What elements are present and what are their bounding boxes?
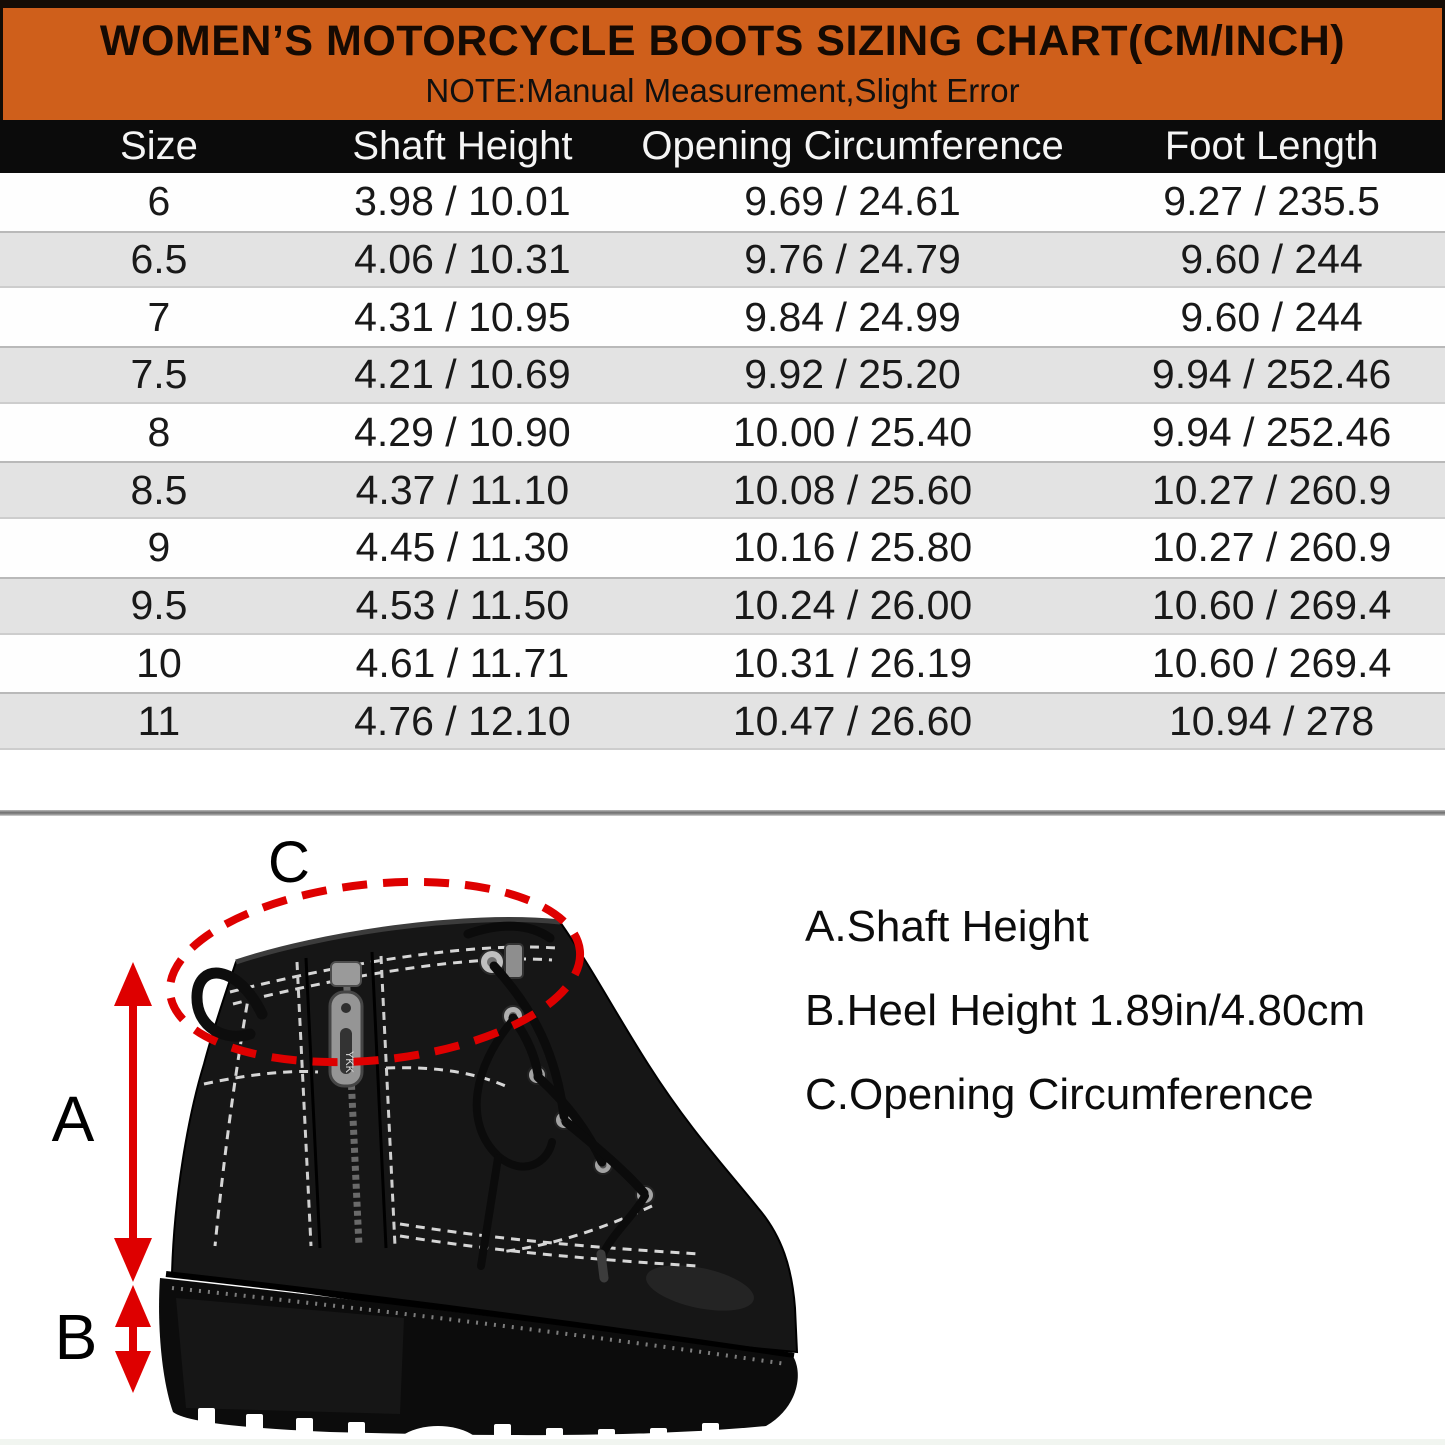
- table-cell: 9.69 / 24.61: [744, 178, 961, 225]
- table-row: [0, 519, 1445, 577]
- header-cell: Foot Length: [1164, 124, 1379, 168]
- table-cell: 4.37 / 11.10: [355, 466, 570, 513]
- table-cell: 8: [147, 409, 171, 456]
- heel-block: [176, 1298, 404, 1414]
- table-row: [0, 461, 1445, 519]
- table-cell: 9.94 / 252.46: [1151, 409, 1392, 456]
- table-cell: 4.21 / 10.69: [354, 351, 571, 398]
- table-cell: 9.92 / 25.20: [744, 351, 961, 398]
- label-a: A: [51, 1082, 95, 1155]
- table-cell: 6: [147, 178, 171, 225]
- top-border-strip: [0, 0, 1445, 8]
- lace-aglet: [601, 1254, 604, 1278]
- legend-opening-circumference: C.Opening Circumference: [805, 1069, 1314, 1119]
- table-cell: 4.61 / 11.71: [355, 639, 570, 686]
- table-cell: 9.84 / 24.99: [744, 293, 961, 340]
- table-cell: 4.31 / 10.95: [354, 293, 571, 340]
- table-cell: 11: [137, 697, 181, 744]
- table-cell: 10.27 / 260.9: [1151, 524, 1392, 571]
- table-cell: 10.60 / 269.4: [1151, 582, 1392, 629]
- table-bottom-gap: [0, 750, 1445, 810]
- table-cell: 10.94 / 278: [1168, 697, 1375, 744]
- table-cell: 4.53 / 11.50: [355, 582, 570, 629]
- header-cell: Opening Circumference: [641, 124, 1064, 168]
- table-cell: 4.06 / 10.31: [354, 236, 571, 283]
- note-text: NOTE:Manual Measurement,Slight Error: [425, 72, 1020, 110]
- table-cell: 10.27 / 260.9: [1151, 466, 1392, 513]
- table-cell: 7: [147, 293, 171, 340]
- measurement-legend: [805, 902, 1365, 1120]
- table-cell: 4.29 / 10.90: [354, 409, 571, 456]
- table-cell: 10.16 / 25.80: [732, 524, 973, 571]
- table-row: [0, 231, 1445, 289]
- table-cell: 8.5: [130, 466, 188, 513]
- table-cell: 4.76 / 12.10: [354, 697, 571, 744]
- table-cell: 9.60 / 244: [1180, 236, 1363, 283]
- shaft-height-arrow: [114, 962, 152, 1282]
- label-b: B: [54, 1300, 98, 1373]
- measurement-diagram: [0, 816, 1445, 1439]
- header-cell: Shaft Height: [352, 124, 573, 168]
- table-cell: 9.5: [130, 582, 188, 629]
- table-cell: 7.5: [130, 351, 188, 398]
- legend-shaft-height: A.Shaft Height: [805, 901, 1089, 951]
- table-cell: 10.08 / 25.60: [732, 466, 973, 513]
- table-cell: 9: [147, 524, 171, 571]
- table-cell: 10.24 / 26.00: [732, 582, 973, 629]
- boot-illustration: [0, 816, 820, 1439]
- table-cell: 10.60 / 269.4: [1151, 639, 1392, 686]
- table-cell: 9.60 / 244: [1180, 293, 1363, 340]
- zipper-brand-text: YKK: [343, 1050, 355, 1073]
- table-row: [0, 577, 1445, 635]
- bottom-strip: [0, 1439, 1445, 1445]
- header-cell: Size: [120, 124, 198, 168]
- table-cell: 10.00 / 25.40: [732, 409, 973, 456]
- zipper-slider: [331, 962, 361, 986]
- table-cell: 4.45 / 11.30: [355, 524, 570, 571]
- table-header-row: [0, 120, 1445, 173]
- table-row: [0, 173, 1445, 231]
- table-row: [0, 346, 1445, 404]
- heel-height-arrow: [115, 1285, 151, 1393]
- page-title: WOMEN’S MOTORCYCLE BOOTS SIZING CHART(CM/INCH): [99, 16, 1346, 65]
- table-row: [0, 404, 1445, 462]
- table-cell: 9.76 / 24.79: [744, 236, 961, 283]
- table-row: [0, 692, 1445, 750]
- table-cell: 10.47 / 26.60: [732, 697, 973, 744]
- table-cell: 9.94 / 252.46: [1151, 351, 1392, 398]
- table-cell: 9.27 / 235.5: [1163, 178, 1380, 225]
- table-row: [0, 635, 1445, 693]
- table-cell: 6.5: [130, 236, 188, 283]
- size-table: [0, 120, 1445, 750]
- table-body: [0, 173, 1445, 750]
- table-cell: 10.31 / 26.19: [732, 639, 973, 686]
- legend-heel-height: B.Heel Height 1.89in/4.80cm: [805, 985, 1366, 1035]
- table-cell: 10: [136, 639, 182, 686]
- label-c: C: [268, 829, 310, 895]
- banner: [0, 8, 1445, 120]
- table-row: [0, 288, 1445, 346]
- table-cell: 3.98 / 10.01: [354, 178, 571, 225]
